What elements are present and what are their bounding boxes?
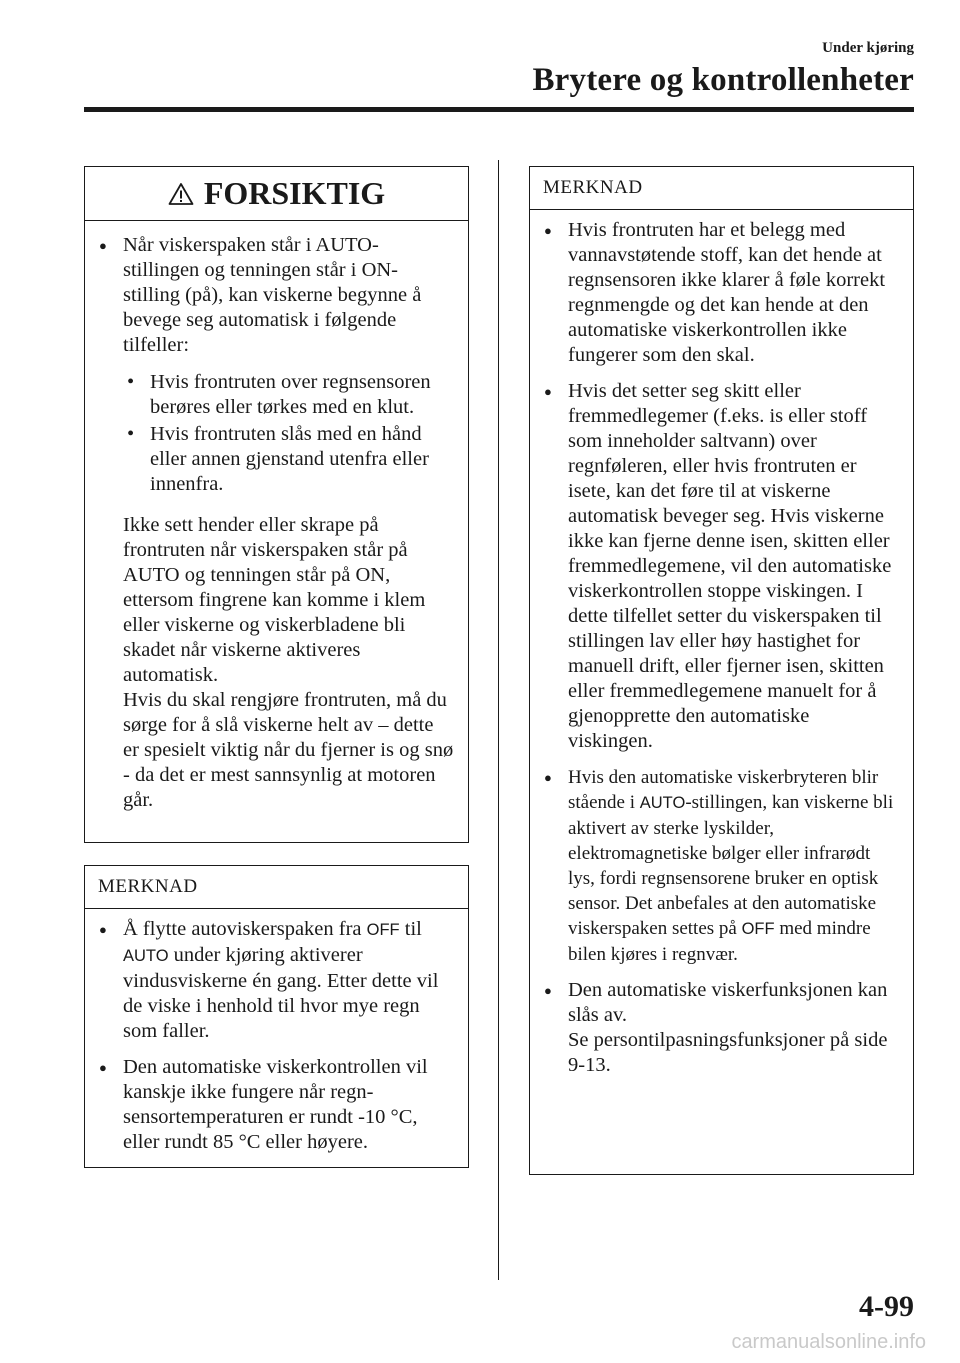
- list-item: [542, 218, 899, 368]
- bullet: ●: [544, 770, 552, 785]
- list-item: [97, 917, 454, 1044]
- text-run: -stillingen, kan viskerne bli aktivert av sterke lyskilder, elektromagnetiske bølger eller infrarødt lys, fordi regnsensorene bruker en optisk sensor. Det anbefales at den automatiske viskerspaken settes på: [568, 792, 894, 939]
- list-item: [542, 765, 899, 967]
- bullet: ●: [544, 384, 552, 399]
- caution-paragraph: Hvis du skal rengjøre frontruten, må du sørge for å slå viskerne helt av – dette er spesielt viktig når du fjerner is og snø - da det er mest sannsynlig at motoren går.: [123, 689, 454, 811]
- text-run: med mindre bilen kjøres i regnvær.: [568, 918, 871, 965]
- page-number: 4-99: [859, 1290, 914, 1323]
- note-box-right: [529, 166, 914, 1175]
- watermark: carmanualsonline.info: [731, 1331, 926, 1353]
- page-title: Brytere og kontrollenheter: [532, 62, 914, 98]
- note-title: MERKNAD: [98, 876, 198, 897]
- warning-triangle-icon: [168, 182, 194, 206]
- bullet: ●: [99, 238, 107, 253]
- list-item: [97, 233, 454, 813]
- text-run: Hvis den automatiske viskerbryteren blir stående i: [568, 767, 879, 813]
- note-title: MERKNAD: [543, 177, 643, 198]
- switch-label-off: OFF: [366, 921, 400, 939]
- bullet: ●: [544, 223, 552, 238]
- caution-body: [85, 221, 468, 813]
- caution-box: [84, 166, 469, 843]
- sub-list-item: [123, 370, 454, 420]
- bullet: ●: [99, 922, 107, 937]
- sub-item-text: Hvis frontruten over regnsensoren berøres eller tørkes med en klut.: [150, 371, 431, 418]
- note-body: [530, 210, 913, 1078]
- caution-paragraph: Ikke sett hender eller skrape på frontruten når viskerspaken står på AUTO og tenningen står på ON, ettersom fingrene kan komme i klem eller viskerne og viskerbladene bli skadet når viskerne aktiveres automatisk.: [123, 514, 426, 686]
- note-item-text: Den automatiske viskerkontrollen vil kanskje ikke fungere når regn-sensortemperaturen er rundt -10 °C, eller rundt 85 °C eller høyere.: [123, 1056, 428, 1153]
- text-run: Å flytte autoviskerspaken fra: [123, 918, 367, 940]
- note-header: [530, 167, 913, 210]
- list-item: [97, 1055, 454, 1155]
- text-run: under kjøring aktiverer vindusviskerne én gang. Etter dette vil de viske i henhold til hvor mye regn som faller.: [123, 944, 439, 1042]
- text-run: til: [399, 918, 422, 940]
- note-item-text: [123, 917, 454, 1044]
- bullet: ●: [99, 1060, 107, 1075]
- note-body: [85, 909, 468, 1155]
- switch-label-auto: AUTO: [639, 794, 686, 812]
- switch-label-off: OFF: [741, 920, 775, 938]
- note-item-text: Hvis frontruten har et belegg med vannavstøtende stoff, kan det hende at regnsensoren ikke klarer å føle korrekt regnmengde og det kan hende at den automatiske viskerkontrollen ikke fungerer som den skal.: [568, 219, 886, 366]
- sub-list-item: [123, 422, 454, 497]
- note-item-text: [568, 765, 899, 967]
- note-item-text: Den automatiske viskerfunksjonen kan slås av.: [568, 979, 888, 1026]
- bullet: ●: [544, 983, 552, 998]
- note-header: [85, 866, 468, 909]
- list-item: [542, 379, 899, 754]
- sub-item-text: Hvis frontruten slås med en hånd eller annen gjenstand utenfra eller innenfra.: [150, 423, 429, 495]
- note-box-left: [84, 865, 469, 1168]
- caution-title: FORSIKTIG: [203, 175, 386, 211]
- caution-item-text: Når viskerspaken står i AUTO-stillingen og tenningen står i ON-stilling (på), kan viskerne begynne å bevege seg automatisk i følgende tilfeller:: [123, 234, 422, 356]
- caution-header: [85, 167, 468, 221]
- sub-bullet: •: [127, 371, 135, 393]
- switch-label-auto: AUTO: [123, 947, 169, 965]
- list-item: [542, 978, 899, 1078]
- sub-bullet: •: [127, 423, 135, 445]
- header-section-label: Under kjøring: [822, 40, 914, 56]
- column-divider: [498, 160, 499, 1280]
- header-rule: [84, 107, 914, 112]
- cross-reference: Se persontilpasningsfunksjoner på side 9-13.: [568, 1029, 888, 1076]
- note-item-text: Hvis det setter seg skitt eller fremmedlegemer (f.eks. is eller stoff som inneholder saltvann) over regnføleren, eller hvis frontruten er isete, kan det føre til at viskerne automatisk beveger seg. Hvis viskerne ikke kan fjerne denne isen, skitten eller fremmedlegemene, vil den automatiske viskerkontrollen stoppe viskingen. I dette tilfellet setter du viskerspaken til stillingen lav eller høy hastighet for manuell drift, eller fjerner isen, skitten eller fremmedlegemene manuelt for å gjenopprette den automatiske viskingen.: [568, 380, 892, 752]
